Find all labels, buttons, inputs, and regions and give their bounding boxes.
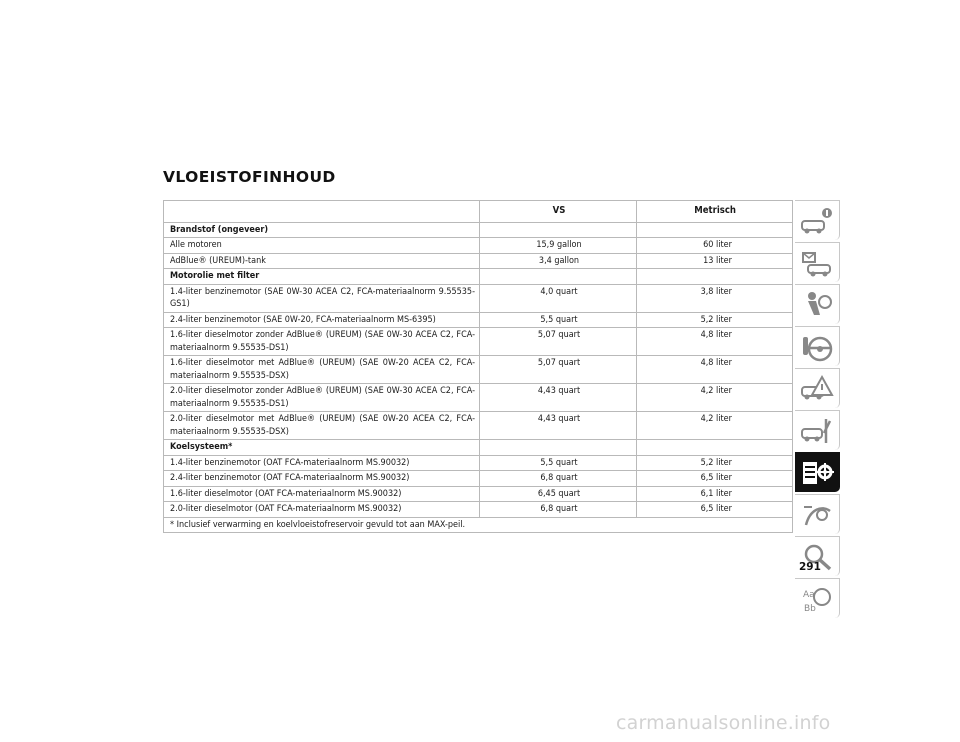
- table-row: [164, 384, 793, 412]
- chapter-tab-airbag-safety[interactable]: [795, 284, 840, 324]
- airbag-safety-icon: [800, 289, 834, 321]
- row-metric-value: 4,2 liter: [637, 412, 793, 440]
- header-us: VS: [480, 201, 637, 223]
- row-label: 2.0-liter dieselmotor (OAT FCA-materiaalnorm MS.90032): [164, 502, 480, 518]
- table-row: [164, 284, 793, 312]
- row-us-value: 4,43 quart: [480, 412, 637, 440]
- row-metric-value: 6,1 liter: [637, 486, 793, 502]
- table-row: [164, 412, 793, 440]
- table-row: [164, 253, 793, 269]
- row-us-value: 6,8 quart: [480, 502, 637, 518]
- row-us-value: 4,0 quart: [480, 284, 637, 312]
- language-icon: [800, 583, 834, 615]
- header-metric: Metrisch: [637, 201, 793, 223]
- chapter-tab-steering-wheel[interactable]: [795, 326, 840, 366]
- car-message-icon: [800, 247, 834, 279]
- row-label: 1.6-liter dieselmotor (OAT FCA-materiaalnorm MS.90032): [164, 486, 480, 502]
- section-label: Koelsysteem*: [164, 440, 480, 456]
- table-row: [164, 455, 793, 471]
- row-label: 1.6-liter dieselmotor met AdBlue® (UREUM) (SAE 0W-20 ACEA C2, FCA-materiaalnorm 9.55535-DSX): [164, 356, 480, 384]
- row-label: 1.4-liter benzinemotor (OAT FCA-materiaalnorm MS.90032): [164, 455, 480, 471]
- row-metric-value: 4,8 liter: [637, 356, 793, 384]
- table-row: [164, 238, 793, 254]
- table-row: [164, 312, 793, 328]
- table-row: [164, 502, 793, 518]
- technical-specs-icon: [800, 457, 834, 489]
- row-metric-value: 6,5 liter: [637, 471, 793, 487]
- svg-text:Bb: Bb: [804, 604, 816, 614]
- chapter-tab-car-message[interactable]: [795, 242, 840, 282]
- chapter-tab-car-service-tools[interactable]: [795, 410, 840, 450]
- row-metric-value: 6,5 liter: [637, 502, 793, 518]
- table-row: [164, 486, 793, 502]
- row-us-value: 5,5 quart: [480, 455, 637, 471]
- svg-text:Aa: Aa: [803, 590, 815, 600]
- watermark: carmanualsonline.info: [616, 712, 831, 734]
- row-metric-value: 5,2 liter: [637, 312, 793, 328]
- steering-wheel-icon: [800, 331, 834, 363]
- section-row: [164, 440, 793, 456]
- chapter-tab-technical-specs[interactable]: [795, 452, 840, 492]
- row-us-value: 5,07 quart: [480, 328, 637, 356]
- car-service-tools-icon: [800, 415, 834, 447]
- table-row: [164, 328, 793, 356]
- chapter-tab-car-warning[interactable]: [795, 368, 840, 408]
- page-title: VLOEISTOFINHOUD: [163, 168, 336, 186]
- row-metric-value: [637, 269, 793, 285]
- row-us-value: 4,43 quart: [480, 384, 637, 412]
- page-number: 291: [799, 561, 821, 573]
- section-row: [164, 222, 793, 238]
- table-row: [164, 471, 793, 487]
- footnote-row: [164, 517, 793, 533]
- row-metric-value: [637, 440, 793, 456]
- car-warning-icon: [800, 373, 834, 405]
- section-label: Brandstof (ongeveer): [164, 222, 480, 238]
- footnote: * Inclusief verwarming en koelvloeistofreservoir gevuld tot aan MAX-peil.: [164, 517, 793, 533]
- car-info-icon: [800, 205, 834, 237]
- section-label: Motorolie met filter: [164, 269, 480, 285]
- chapter-tab-multimedia[interactable]: [795, 494, 840, 534]
- row-us-value: [480, 440, 637, 456]
- row-metric-value: [637, 222, 793, 238]
- header-description: [164, 201, 480, 223]
- row-us-value: [480, 269, 637, 285]
- row-metric-value: 60 liter: [637, 238, 793, 254]
- row-us-value: 6,8 quart: [480, 471, 637, 487]
- chapter-tab-language[interactable]: [795, 578, 840, 618]
- row-label: 2.4-liter benzinemotor (OAT FCA-materiaalnorm MS.90032): [164, 471, 480, 487]
- row-us-value: 6,45 quart: [480, 486, 637, 502]
- row-label: Alle motoren: [164, 238, 480, 254]
- section-row: [164, 269, 793, 285]
- row-us-value: 5,5 quart: [480, 312, 637, 328]
- chapter-tab-car-info[interactable]: [795, 200, 840, 240]
- row-metric-value: 5,2 liter: [637, 455, 793, 471]
- row-label: 2.4-liter benzinemotor (SAE 0W-20, FCA-materiaalnorm MS-6395): [164, 312, 480, 328]
- row-label: 1.6-liter dieselmotor zonder AdBlue® (UREUM) (SAE 0W-30 ACEA C2, FCA-materiaalnorm 9.55535-DS1): [164, 328, 480, 356]
- row-label: 2.0-liter dieselmotor met AdBlue® (UREUM) (SAE 0W-20 ACEA C2, FCA-materiaalnorm 9.55535-DSX): [164, 412, 480, 440]
- row-label: 2.0-liter dieselmotor zonder AdBlue® (UREUM) (SAE 0W-30 ACEA C2, FCA-materiaalnorm 9.55535-DS1): [164, 384, 480, 412]
- table-header-row: [164, 201, 793, 223]
- row-us-value: 3,4 gallon: [480, 253, 637, 269]
- row-metric-value: 3,8 liter: [637, 284, 793, 312]
- row-label: 1.4-liter benzinemotor (SAE 0W-30 ACEA C2, FCA-materiaalnorm 9.55535-GS1): [164, 284, 480, 312]
- row-metric-value: 13 liter: [637, 253, 793, 269]
- row-us-value: [480, 222, 637, 238]
- fluid-capacity-table: [163, 200, 793, 533]
- row-label: AdBlue® (UREUM)-tank: [164, 253, 480, 269]
- row-metric-value: 4,2 liter: [637, 384, 793, 412]
- table-row: [164, 356, 793, 384]
- row-us-value: 5,07 quart: [480, 356, 637, 384]
- row-metric-value: 4,8 liter: [637, 328, 793, 356]
- multimedia-icon: [800, 499, 834, 531]
- row-us-value: 15,9 gallon: [480, 238, 637, 254]
